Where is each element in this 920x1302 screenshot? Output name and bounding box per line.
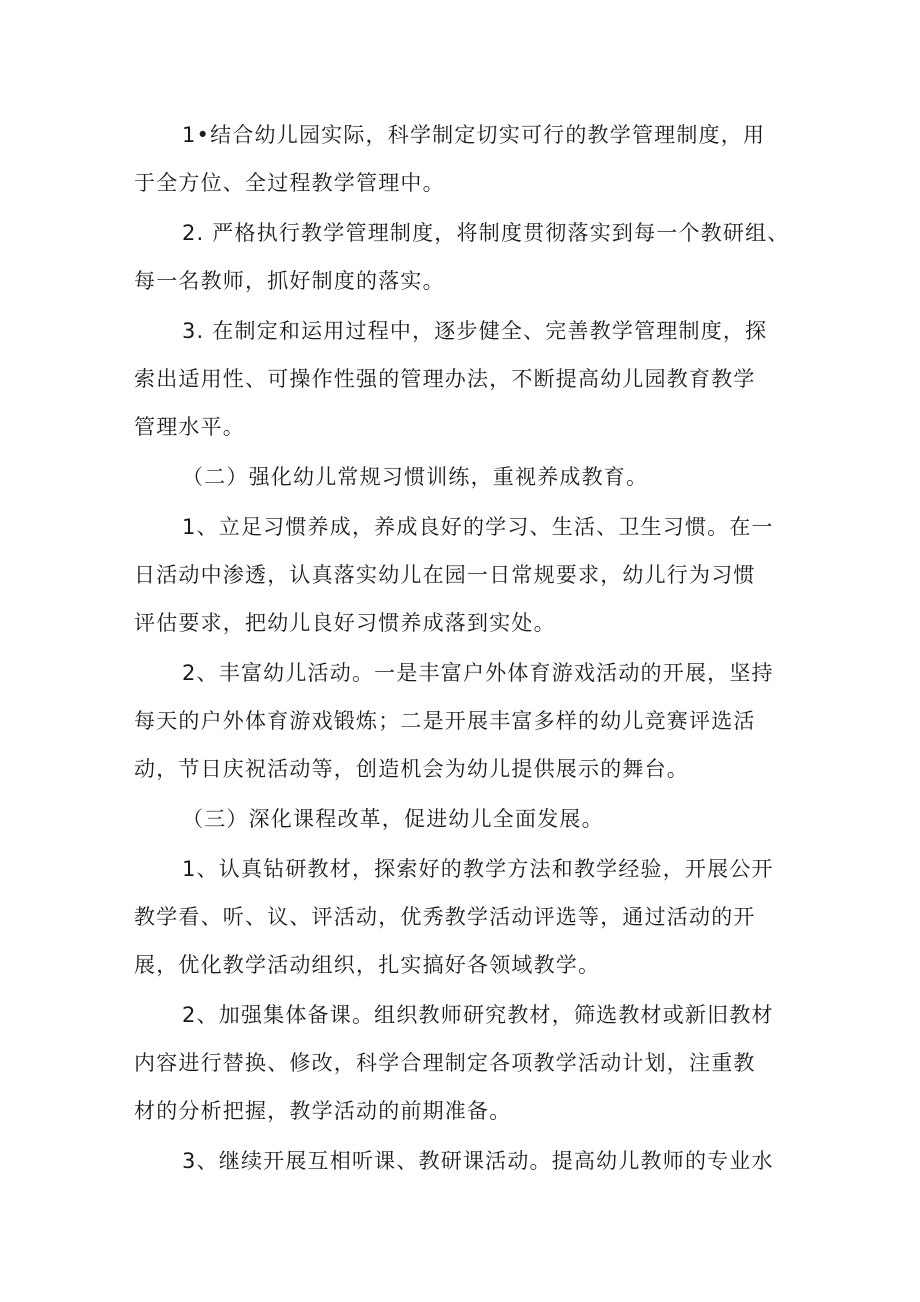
paragraph-line: 3、继续开展互相听课、教研课活动。提高幼儿教师的专业水 bbox=[182, 1149, 774, 1173]
paragraph-1 bbox=[134, 111, 794, 207]
paragraph-line: 展，优化教学活动组织，扎实搞好各领域教学。 bbox=[134, 953, 601, 977]
paragraph-line: 2. 严格执行教学管理制度，将制度贯彻落实到每一个教研组、 bbox=[182, 221, 790, 245]
paragraph-line: 评估要求，把幼儿良好习惯养成落到实处。 bbox=[134, 611, 556, 635]
paragraph-line: 内容进行替换、修改，科学合理制定各项教学活动计划，注重教 bbox=[134, 1051, 756, 1075]
paragraph-line: 1、认真钻研教材，探索好的教学方法和教学经验，开展公开 bbox=[182, 857, 774, 881]
paragraph-10 bbox=[134, 1137, 794, 1185]
paragraph-6 bbox=[134, 649, 794, 793]
section-heading-2 bbox=[134, 453, 794, 501]
paragraph-line: 教学看、听、议、评活动，优秀教学活动评选等，通过活动的开 bbox=[134, 905, 756, 929]
paragraph-5 bbox=[134, 503, 794, 647]
paragraph-line: 2、丰富幼儿活动。一是丰富户外体育游戏活动的开展，坚持 bbox=[182, 661, 774, 685]
paragraph-8 bbox=[134, 845, 794, 989]
section-heading: （二）强化幼儿常规习惯训练，重视养成教育。 bbox=[182, 465, 649, 489]
paragraph-line: 3. 在制定和运用过程中，逐步健全、完善教学管理制度，探 bbox=[182, 319, 768, 343]
paragraph-line: 动，节日庆祝活动等，创造机会为幼儿提供展示的舞台。 bbox=[134, 757, 689, 781]
paragraph-line: 于全方位、全过程教学管理中。 bbox=[134, 171, 445, 195]
paragraph-line: 日活动中渗透，认真落实幼儿在园一日常规要求，幼儿行为习惯 bbox=[134, 563, 756, 587]
paragraph-line: 每一名教师，抓好制度的落实。 bbox=[134, 269, 445, 293]
paragraph-line: 2、加强集体备课。组织教师研究教材，筛选教材或新旧教材 bbox=[182, 1003, 774, 1027]
paragraph-line: 材的分析把握，教学活动的前期准备。 bbox=[134, 1099, 512, 1123]
section-heading: （三）深化课程改革，促进幼儿全面发展。 bbox=[182, 807, 604, 831]
paragraph-line: 1、立足习惯养成，养成良好的学习、生活、卫生习惯。在一 bbox=[182, 515, 774, 539]
document-body bbox=[134, 111, 794, 1185]
paragraph-line: 每天的户外体育游戏锻炼；二是开展丰富多样的幼儿竞赛评选活 bbox=[134, 709, 756, 733]
paragraph-line: 管理水平。 bbox=[134, 415, 245, 439]
paragraph-2 bbox=[134, 209, 794, 305]
paragraph-9 bbox=[134, 991, 794, 1135]
section-heading-3 bbox=[134, 795, 794, 843]
paragraph-line: 1•结合幼儿园实际，科学制定切实可行的教学管理制度，用 bbox=[182, 123, 766, 147]
paragraph-3 bbox=[134, 307, 794, 451]
paragraph-line: 索出适用性、可操作性强的管理办法，不断提高幼儿园教育教学 bbox=[134, 367, 756, 391]
